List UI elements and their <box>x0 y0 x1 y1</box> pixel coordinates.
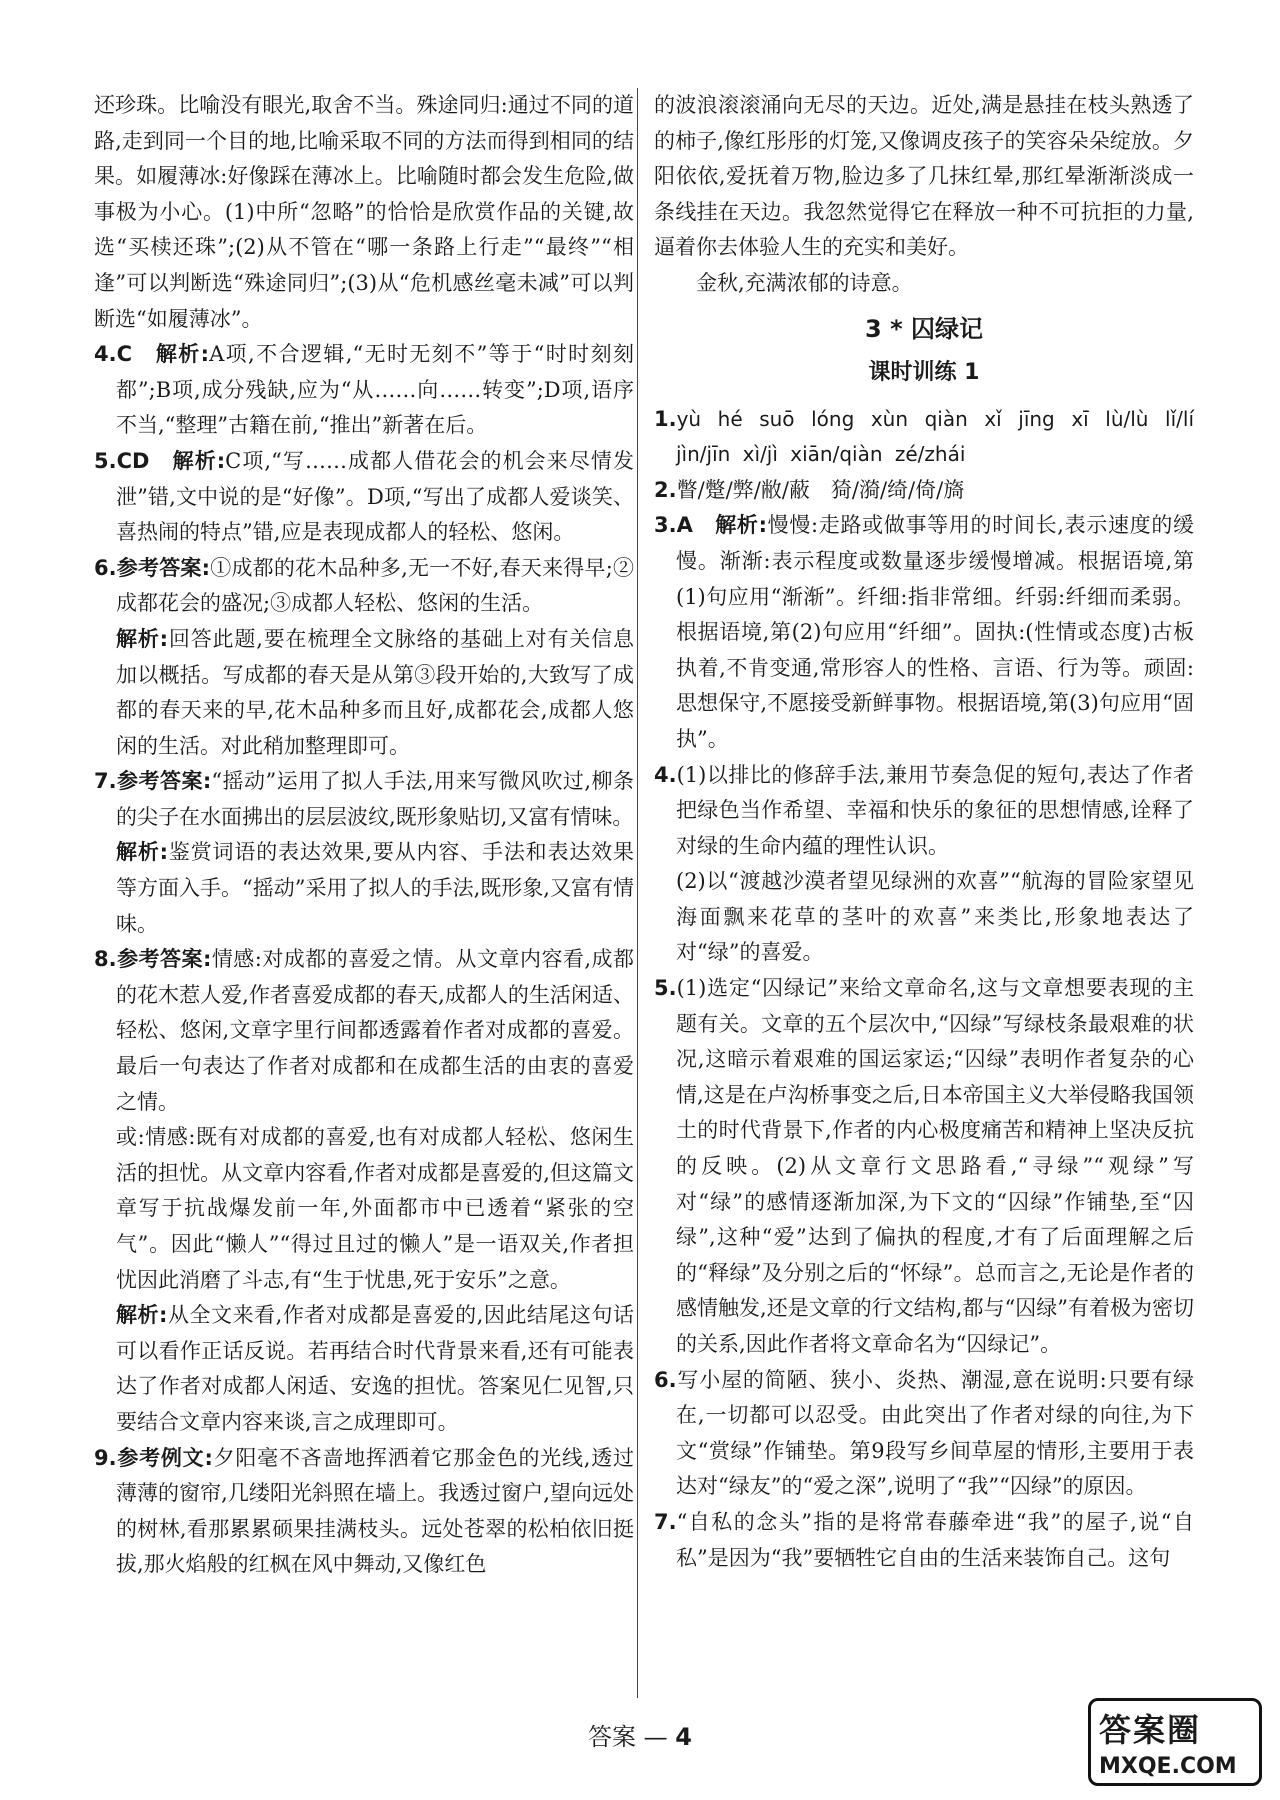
answer-5: 5.(1)选定“囚绿记”来给文章命名,这与文章想要表现的主题有关。文章的五个层次中,“囚绿”写绿枝条最艰难的状况,这暗示着艰难的国运家运;“囚绿”表明作者复杂的心情,这是在卢沟桥事变之后,日本帝国主义大举侵略我国领土的时代背景下,作者的内心极度痛苦和精神上坚决反抗的反映。(2)从文章行文思路看,“寻绿”“观绿”写对“绿”的感情逐渐加深,为下文的“囚绿”作铺垫,至“囚绿”,这种“爱”达到了偏执的程度,才有了后面理解之后的“释绿”及分别之后的“怀绿”。总而言之,无论是作者的感情触发,还是文章的行文结构,都与“囚绿”有着极为密切的关系,因此作者将文章命名为“囚绿记”。 <box>654 976 1194 1356</box>
analysis-7: 解析:鉴赏词语的表达效果,要从内容、手法和表达效果等方面入手。“摇动”采用了拟人的手法,既形象,又富有情味。 <box>116 840 634 936</box>
answer-7: 7.“自私的念头”指的是将常春藤牵进“我”的屋子,说“自私”是因为“我”要牺牲它自由的生活来装饰自己。这句 <box>654 1509 1194 1570</box>
analysis-6: 解析:回答此题,要在梳理全文脉络的基础上对有关信息加以概括。写成都的春天是从第③段开始的,大致写了成都的春天来的早,花木品种多而且好,成都花会,成都人悠闲的生活。对此稍加整理即可。 <box>116 626 634 758</box>
answer-3: 3.A 解析:慢慢:走路或做事等用的时间长,表示速度的缓慢。渐渐:表示程度或数量逐步缓慢增减。根据语境,第(1)句应用“渐渐”。纤细:指非常细。纤弱:纤细而柔弱。根据语境,第(2)句应用“纤细”。固执:(性情或态度)古板执着,不肯变通,常形容人的性格、言语、行为等。顽固:思想保守,不愿接受新鲜事物。根据语境,第(3)句应用“固执”。 <box>654 513 1195 751</box>
answer-4: 4.(1)以排比的修辞手法,兼用节奏急促的短句,表达了作者把绿色当作希望、幸福和快乐的象征的思想情感,诠释了对绿的生命内蕴的理性认识。 <box>654 762 1194 858</box>
answer-7: 7.参考答案:“摇动”运用了拟人手法,用来写微风吹过,柳条的尖子在水面拂出的层层波纹,既形象贴切,又富有情味。 <box>94 769 634 829</box>
analysis-8: 解析:从全文来看,作者对成都是喜爱的,因此结尾这句话可以看作正话反说。若再结合时代背景来看,还有可能表达了作者对成都人闲适、安逸的担忧。答案见仁见智,只要结合文章内容来谈,言之成理即可。 <box>116 1303 634 1434</box>
section-subtitle: 课时训练 1 <box>868 359 980 385</box>
watermark-logo <box>1088 1698 1262 1786</box>
continued-paragraph: 还珍珠。比喻没有眼光,取舍不当。殊途同归:通过不同的道路,走到同一个目的地,比喻采取不同的方法而得到相同的结果。如履薄冰:好像踩在薄冰上。比喻随时都会发生危险,做事极为小心。(1)中所“忽略”的恰恰是欣赏作品的关键,故选“买椟还珠”;(2)从不管在“哪一条路上行走”“最终”“相逢”可以判断选“殊途同归”;(3)从“危机感丝毫未减”可以判断选“如履薄冰”。 <box>94 93 634 331</box>
column-divider <box>637 88 638 1698</box>
answer-8-alternative: 或:情感:既有对成都的喜爱,也有对成都人轻松、悠闲生活的担忧。从文章内容看,作者对成都是喜爱的,但这篇文章写于抗战爆发前一年,外面都市中已透着“紧张的空气”。因此“懒人”“得过且过的懒人”是一语双关,作者担忧因此消磨了斗志,有“生于忧患,死于安乐”之意。 <box>116 1125 634 1292</box>
answer-8: 8.参考答案:情感:对成都的喜爱之情。从文章内容看,成都的花木惹人爱,作者喜爱成都的春天,成都人的生活闲适、轻松、悠闲,文章字里行间都透露着作者对成都的喜爱。最后一句表达了作者对成都和在成都生活的由衷的喜爱之情。 <box>94 947 635 1114</box>
left-column <box>94 88 634 1583</box>
section-title: 3 * 囚绿记 <box>865 314 983 343</box>
essay-continuation: 的波浪滚滚涌向无尽的天边。近处,满是悬挂在枝头熟透了的柿子,像红彤彤的灯笼,又像调皮孩子的笑容朵朵绽放。夕阳依依,爱抚着万物,脸边多了几抹红晕,那红晕渐渐淡成一条线挂在天边。我忽然觉得它在释放一种不可抗拒的力量,逼着你去体验人生的充实和美好。 <box>654 93 1194 260</box>
essay-ending: 金秋,充满浓郁的诗意。 <box>696 270 913 295</box>
answer-4: 4.C 解析:A项,不合逻辑,“无时无刻不”等于“时时刻刻都”;B项,成分残缺,应为“从……向……转变”;D项,语序不当,“整理”古籍在前,“推出”新著在后。 <box>94 342 634 438</box>
footer-label: 答案 <box>588 1723 636 1751</box>
answer-9: 9.参考例文:夕阳毫不吝啬地挥洒着它那金色的光线,透过薄薄的窗帘,几缕阳光斜照在墙上。我透过窗户,望向远处的树林,看那累累硕果挂满枝头。远处苍翠的松柏依旧挺拔,那火焰般的红枫在风中舞动,又像红色 <box>94 1445 634 1577</box>
answer-6: 6.写小屋的简陋、狭小、炎热、潮湿,意在说明:只要有绿在,一切都可以忍受。由此突出了作者对绿的向往,为下文“赏绿”作铺垫。第9段写乡间草屋的情形,主要用于表达对“绿友”的“爱之深”,说明了“我”“囚绿”的原因。 <box>654 1367 1194 1499</box>
answer-5: 5.CD 解析:C项,“写……成都人借花会的机会来尽情发泄”错,文中说的是“好像”。D项,“写出了成都人爱谈笑、喜热闹的特点”错,应是表现成都人的轻松、悠闲。 <box>94 448 635 545</box>
footer-dash: — <box>643 1723 668 1751</box>
page-number: 4 <box>675 1723 692 1751</box>
watermark-text: 答案圈 <box>1099 1711 1202 1749</box>
watermark-url: MXQE.COM <box>1099 1754 1237 1779</box>
answer-4-part-2: (2)以“渡越沙漠者望见绿洲的欢喜”“航海的冒险家望见海面飘来花草的茎叶的欢喜”来类比,形象地表达了对“绿”的喜爱。 <box>676 869 1194 965</box>
answer-2: 2.瞥/蹩/弊/敝/蔽 猗/漪/绮/倚/旖 <box>654 477 965 502</box>
answer-6: 6.参考答案:①成都的花木品种多,无一不好,春天来得早;②成都花会的盛况;③成都人轻松、悠闲的生活。 <box>94 555 634 616</box>
answer-1: 1.yù hé suō lóng xùn qiàn xǐ jīng xī lù/lù lǐ/lí jìn/jīn xì/jì xiān/qiàn zé/zhái <box>654 406 1194 467</box>
right-column <box>654 88 1194 1576</box>
